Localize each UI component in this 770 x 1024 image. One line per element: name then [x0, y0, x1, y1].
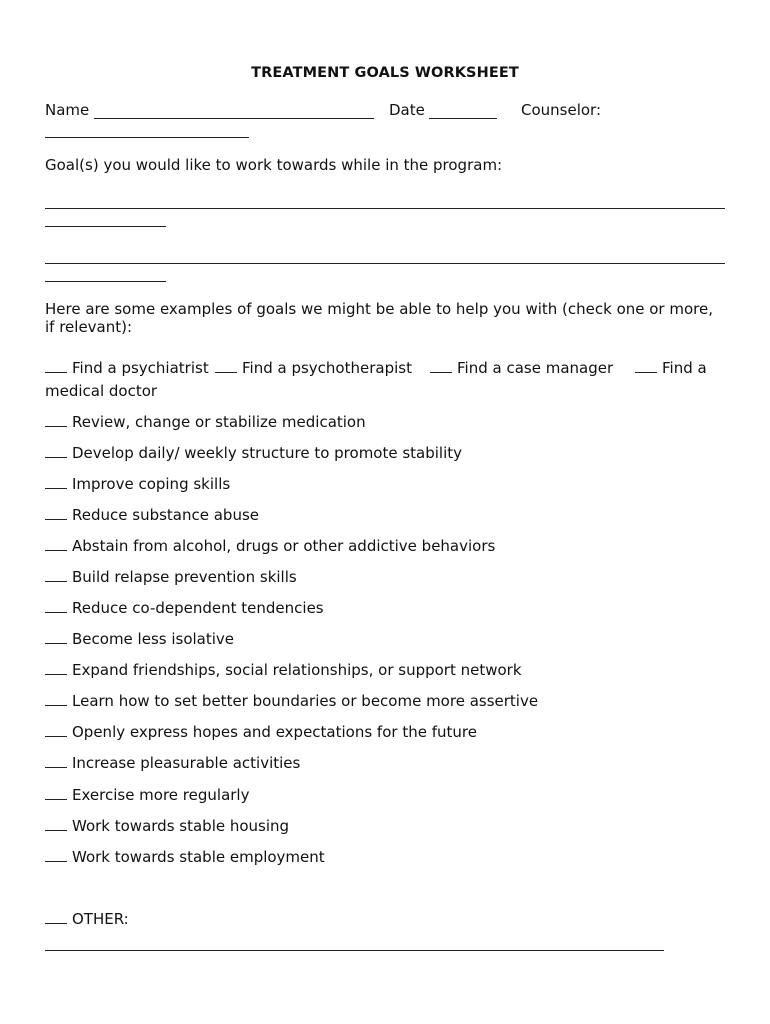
checklist-item[interactable]: Develop daily/ weekly structure to promote stability [45, 444, 462, 462]
date-label: Date [389, 101, 425, 119]
examples-intro-continued: if relevant): [45, 318, 133, 336]
checkbox-blank[interactable] [45, 661, 67, 675]
checklist-item[interactable]: Abstain from alcohol, drugs or other addictive behaviors [45, 537, 495, 555]
other-field[interactable] [45, 950, 664, 951]
medical-doctor-continuation: medical doctor [45, 382, 158, 400]
checkbox-blank[interactable] [635, 359, 657, 373]
checkbox-blank[interactable] [45, 723, 67, 737]
checklist-item[interactable]: Expand friendships, social relationships, or support network [45, 661, 522, 679]
checkbox-blank[interactable] [45, 630, 67, 644]
checklist-item[interactable]: Increase pleasurable activities [45, 754, 300, 772]
checkbox-blank[interactable] [45, 506, 67, 520]
checkbox-blank[interactable] [45, 359, 67, 373]
checklist-item-psychotherapist[interactable]: Find a psychotherapist [215, 359, 412, 377]
goals-line-2[interactable] [45, 263, 725, 264]
examples-intro: Here are some examples of goals we might be able to help you with (check one or more, [45, 300, 713, 318]
checkbox-blank[interactable] [45, 692, 67, 706]
checkbox-blank[interactable] [45, 786, 67, 800]
checkbox-blank[interactable] [45, 599, 67, 613]
checklist-item-other[interactable]: OTHER: [45, 910, 129, 928]
checkbox-blank[interactable] [45, 444, 67, 458]
date-field[interactable] [429, 118, 497, 119]
checkbox-blank[interactable] [45, 568, 67, 582]
checkbox-blank[interactable] [45, 475, 67, 489]
checklist-item[interactable]: Improve coping skills [45, 475, 230, 493]
counselor-label: Counselor: [521, 101, 602, 119]
checklist-item[interactable]: Review, change or stabilize medication [45, 413, 366, 431]
checklist-item[interactable]: Build relapse prevention skills [45, 568, 297, 586]
checkbox-blank[interactable] [430, 359, 452, 373]
name-label: Name [45, 101, 90, 119]
checklist-item-psychiatrist[interactable]: Find a psychiatrist [45, 359, 209, 377]
checkbox-blank[interactable] [45, 817, 67, 831]
page-title: TREATMENT GOALS WORKSHEET [251, 65, 519, 81]
checkbox-blank[interactable] [45, 754, 67, 768]
checkbox-blank[interactable] [45, 413, 67, 427]
checkbox-blank[interactable] [45, 848, 67, 862]
checklist-item[interactable]: Reduce co-dependent tendencies [45, 599, 324, 617]
checklist-item[interactable]: Work towards stable housing [45, 817, 289, 835]
name-field[interactable] [94, 118, 374, 119]
goals-line-1-continuation[interactable] [45, 226, 166, 227]
checklist-item[interactable]: Work towards stable employment [45, 848, 325, 866]
checklist-item[interactable]: Reduce substance abuse [45, 506, 259, 524]
checkbox-blank[interactable] [45, 537, 67, 551]
checklist-item[interactable]: Exercise more regularly [45, 786, 249, 804]
checkbox-blank[interactable] [45, 910, 67, 924]
goals-prompt: Goal(s) you would like to work towards while in the program: [45, 156, 503, 174]
goals-line-1[interactable] [45, 208, 725, 209]
checkbox-blank[interactable] [215, 359, 237, 373]
checklist-item[interactable]: Openly express hopes and expectations for the future [45, 723, 477, 741]
checklist-item[interactable]: Learn how to set better boundaries or become more assertive [45, 692, 538, 710]
goals-line-2-continuation[interactable] [45, 281, 166, 282]
checklist-item-medical-doctor[interactable]: Find a [635, 359, 707, 377]
checklist-item[interactable]: Become less isolative [45, 630, 234, 648]
counselor-field[interactable] [45, 137, 249, 138]
checklist-item-case-manager[interactable]: Find a case manager [430, 359, 613, 377]
